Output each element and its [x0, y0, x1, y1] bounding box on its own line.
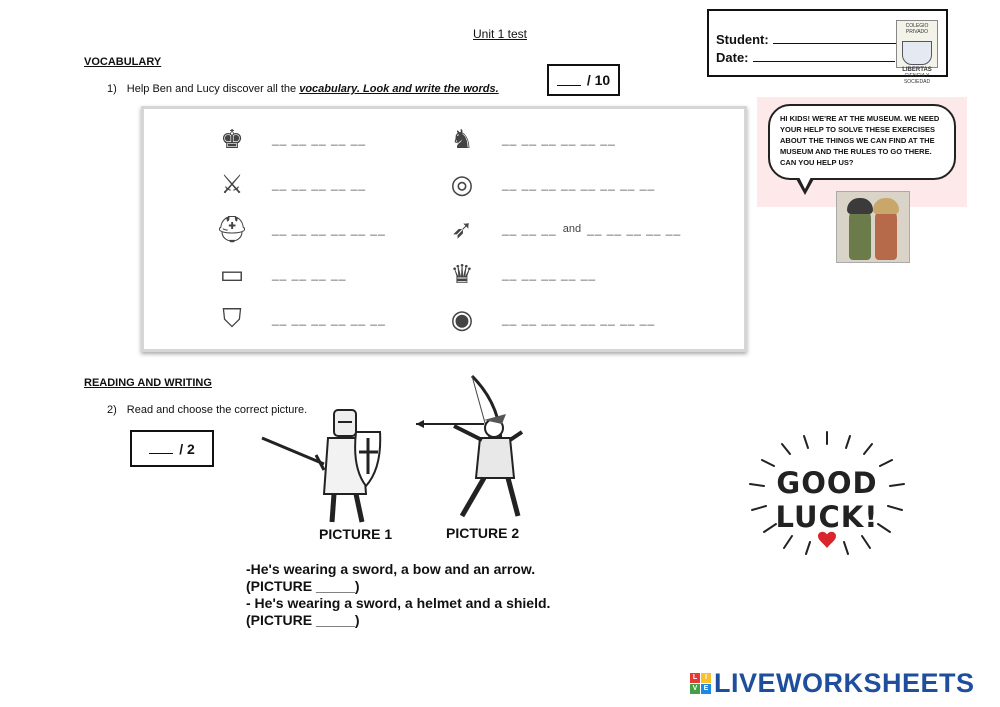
helmet-icon: ⛑: [215, 213, 249, 244]
and-label: and: [562, 223, 582, 235]
vocab-item-5[interactable]: [214, 301, 386, 337]
picture-2-label: PICTURE 2: [446, 525, 520, 541]
instruction-number: 1): [107, 83, 117, 95]
vocab-item-8[interactable]: [444, 211, 681, 247]
brand-wordmark: LIVEWORKSHEETS: [714, 668, 975, 698]
good-text: GOOD: [776, 466, 878, 500]
instruction-number: 2): [107, 404, 117, 416]
student-field[interactable]: [716, 31, 900, 47]
logo-text-bottom: CIENCIA Y SOCIEDAD: [903, 73, 931, 85]
belt-icon: ▭: [219, 258, 245, 289]
vocab-item-1[interactable]: [214, 121, 366, 157]
answer-blank[interactable]: __ __ __ __ __ __: [502, 132, 616, 146]
answer-2[interactable]: (PICTURE _____): [246, 612, 360, 628]
necklace-icon: ◎: [450, 168, 474, 199]
luck-text: LUCK!: [775, 500, 879, 534]
vocab-item-2[interactable]: [214, 166, 366, 202]
student-label: Student:: [716, 32, 769, 47]
reading-heading: READING AND WRITING: [84, 377, 212, 389]
crown-icon: ♛: [450, 258, 474, 289]
reading-score-box: [130, 430, 214, 467]
answer-blank[interactable]: __ __ __ __ __ __ __ __: [502, 312, 656, 326]
shield-icon: ⛉: [222, 303, 242, 333]
vocab-item-4[interactable]: [214, 256, 346, 292]
answer-1[interactable]: (PICTURE _____): [246, 578, 360, 594]
knight-icon: ♞: [450, 123, 474, 154]
sentence-1: -He's wearing a sword, a bow and an arrow.: [246, 561, 536, 577]
vocabulary-instruction: [107, 83, 499, 95]
vocab-item-7[interactable]: [444, 166, 655, 202]
answer-blank[interactable]: __ __ __ __ __ __ __ __: [502, 177, 656, 191]
bow-arrow-icon: ➶: [451, 213, 473, 244]
answer-blank[interactable]: __ __ __ __ __ __: [272, 312, 386, 326]
picture-1-label: PICTURE 1: [319, 526, 393, 542]
picture-2-archer: [414, 374, 532, 522]
logo-text-main: LIBERTAS: [902, 67, 932, 73]
answer-blank-b[interactable]: __ __ __ __ __: [587, 222, 682, 236]
vocab-item-9[interactable]: [444, 256, 596, 292]
student-info-box: [707, 9, 948, 85]
speech-bubble: HI KIDS! WE'RE AT THE MUSEUM. WE NEED YOUR HELP TO SOLVE THESE EXERCISES ABOUT THE THINGS WE CAN FIND AT THE MUSEUM AND THE RULES TO GO THERE. CAN YOU HELP US?: [768, 104, 956, 180]
instruction-emphasis: vocabulary. Look and write the words.: [299, 83, 499, 95]
picture-1-knight: [258, 408, 388, 526]
heart-icon: [818, 532, 836, 548]
vocabulary-panel: [141, 106, 747, 352]
answer-blank[interactable]: __ __ __ __ __: [272, 177, 367, 191]
vocabulary-heading: VOCABULARY: [84, 56, 162, 68]
vocabulary-score-total: / 10: [586, 72, 611, 88]
brand-logo-icon: L I V E: [690, 673, 711, 694]
date-label: Date:: [716, 50, 749, 65]
vocab-item-6[interactable]: [444, 121, 616, 157]
bracelet-icon: ◉: [450, 303, 474, 334]
king-icon: ♚: [220, 123, 244, 154]
instruction-plain: Help Ben and Lucy discover all the: [126, 83, 300, 95]
answer-blank[interactable]: __ __ __ __ __: [272, 132, 367, 146]
liveworksheets-brand: [690, 668, 975, 699]
instruction-text: Read and choose the correct picture.: [126, 404, 308, 416]
sword-icon: ⚔: [220, 168, 244, 199]
reading-score-total: / 2: [179, 440, 195, 457]
answer-blank-a[interactable]: __ __ __: [502, 222, 557, 236]
answer-blank[interactable]: __ __ __ __ __ __: [272, 222, 386, 236]
vocab-item-3[interactable]: [214, 211, 386, 247]
sentence-2: - He's wearing a sword, a helmet and a shield.: [246, 595, 551, 611]
good-luck-badge: [748, 430, 906, 555]
answer-blank[interactable]: __ __ __ __: [272, 267, 347, 281]
vocab-item-10[interactable]: [444, 301, 655, 337]
school-logo: [896, 20, 938, 85]
test-title: Unit 1 test: [472, 27, 528, 41]
answer-blank[interactable]: __ __ __ __ __: [502, 267, 597, 281]
logo-text-top: COLEGIO PRIVADO: [905, 23, 929, 35]
vocabulary-score-box: [547, 64, 620, 96]
ben-and-lucy-image: [836, 191, 910, 263]
date-field[interactable]: [716, 49, 895, 65]
